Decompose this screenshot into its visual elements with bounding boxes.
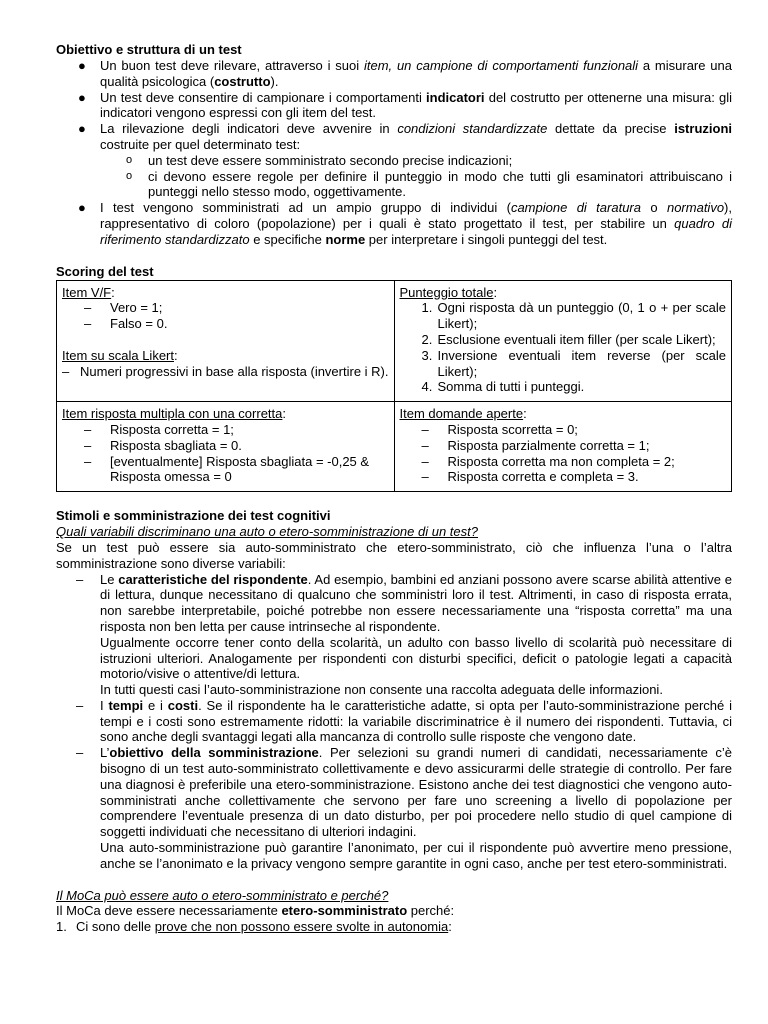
list-item: – [eventualmente] Risposta sbagliata = -0,25 & Risposta omessa = 0 [84,453,370,485]
document-page [56,42,732,935]
list-item: – Risposta corretta e completa = 3. [421,469,639,485]
cell-label: Item V/F [62,284,112,300]
dash-icon: – [76,697,84,713]
dash-icon: – [421,469,429,485]
question-heading-moca: Il MoCa può essere auto o etero-somministrato e perché? [56,887,389,903]
dash-icon: – [421,453,429,469]
cell-label: Item su scala Likert [62,347,174,363]
table-cell-totale: Punteggio totale: 1. Ogni risposta dà un punteggio (0, 1 o + per scale Likert); 2. Esclusione eventuali item filler (per scale Likert); 3. Inversione eventuali item reverse (per scale Likert); 4. Somma di tutti i punteggi. [394,280,732,402]
dash-icon: – [421,421,429,437]
dash-icon: – [84,316,92,332]
list-item: – Falso = 0. [84,316,168,332]
list-item: – Risposta corretta ma non completa = 2; [421,453,675,469]
list-item: – Risposta corretta = 1; [84,421,234,437]
moca-line: Il MoCa deve essere necessariamente etero-somministrato perché: [56,903,455,919]
dash-icon: – [421,437,429,453]
list-item: ● Un test deve consentire di campionare i comportamenti indicatori del costrutto per ottenerne una misura: gli indicatori vengono espressi con gli item del test. [78,89,732,121]
scoring-table [56,280,732,493]
bullet-list-obiettivo [56,58,732,248]
cell-label: Punteggio totale [399,284,494,300]
list-item: – Risposta parzialmente corretta = 1; [421,437,650,453]
dash-icon: – [84,421,92,437]
list-item: – Vero = 1; [84,300,163,316]
list-item: 3. Inversione eventuali item reverse (per scale Likert); [421,347,726,379]
circle-bullet-icon: o [126,153,133,166]
sub-list-item: o un test deve essere somministrato secondo precise indicazioni; [126,152,513,168]
table-cell-multipla: Item risposta multipla con una corretta: – Risposta corretta = 1; – Risposta sbagliata = 0. – [eventualmente] Risposta sbagliata = -0,25 & Risposta omessa = 0 [57,402,395,492]
bullet-icon: ● [78,121,86,137]
dash-icon: – [84,437,92,453]
cell-label: Item domande aperte [399,406,524,422]
circle-bullet-icon: o [126,169,133,182]
dash-icon: – [76,745,84,761]
list-item: ● Un buon test deve rilevare, attraverso i suoi item, un campione di comportamenti funzionali a misurare una qualità psicologica (costrutto). [78,58,732,89]
list-item: 4. Somma di tutti i punteggi. [421,379,585,395]
table-row [57,280,732,402]
question-heading: Quali variabili discriminano una auto o etero-somministrazione di un test? [56,524,478,540]
sub-list-item: o ci devono essere regole per definire il punteggio in modo che tutti gli esaminatori attribuiscano i punteggi nello stesso modo, oggettivamente. [126,168,732,200]
dash-icon: – [62,363,70,379]
list-item: ● I test vengono somministrati ad un ampio gruppo di individui (campione di taratura o normativo), rappresentativo di coloro (popolazione) per i quali è stato progettato il test, per stabilire un quadro di riferimento standardizzato e specifiche norme per interpretare i singoli punteggi del test. [78,200,732,247]
bullet-icon: ● [78,200,86,216]
bullet-icon: ● [78,58,86,73]
list-item: – Le caratteristiche del rispondente. Ad esempio, bambini ed anziani possono avere scarse abilità attentive e di lettura, dunque necessitano di qualcuno che somministri loro il test. Altrimenti, in caso di risposta errata, non sarebbe interpretabile, poiché potrebbe non essere necessariamente una “risposta corretta” ma una risposta non ben letta per cause intrinseche al rispondente. Ugualmente occorre tener conto della scolarità, un adulto con basso livello di scolarità può necessitare di istruzioni ulteriori. Analogamente per rispondenti con disturbi specifici, deficit o patologie legati a capacità motorio/visive o attentive/di lettura. In tutti questi casi l’auto-somministrazione non consente una raccolta adeguata delle informazioni. [76,571,733,698]
table-cell-vf-likert: Item V/F: – Vero = 1; – Falso = 0. Item su scala Likert: – Numeri progressivi in base alla risposta (invertire i R). [57,280,395,402]
list-item: 2. Esclusione eventuali item filler (per scale Likert); [421,331,716,347]
list-item: – Risposta scorretta = 0; [421,421,578,437]
intro-paragraph: Se un test può essere sia auto-somministrato che etero-somministrato, ciò che influenza l’una o l’altra somministrazione sono diverse variabili: [56,539,732,571]
table-cell-aperte: Item domande aperte: – Risposta scorretta = 0; – Risposta parzialmente corretta = 1; – Risposta corretta ma non completa = 2; – Risposta corretta e completa = 3. [394,402,732,492]
list-item: – Numeri progressivi in base alla risposta (invertire i R). [62,363,389,379]
cell-label: Item risposta multipla con una corretta [62,406,283,422]
list-item: ● La rilevazione degli indicatori deve avvenire in condizioni standardizzate dettate da precise istruzioni costruite per quel determinato test: [78,121,732,152]
bullet-icon: ● [78,89,86,105]
section-title-obiettivo: Obiettivo e struttura di un test [56,42,242,57]
dash-icon: – [76,571,84,587]
section-title-stimoli: Stimoli e somministrazione dei test cognitivi [56,508,331,524]
list-item: 1. Ci sono delle prove che non possono essere svolte in autonomia: [56,919,452,935]
list-item: – I tempi e i costi. Se il rispondente ha le caratteristiche adatte, si opta per l’auto-somministrazione perché i tempi e i costi sono estremamente ridotti: la variabile discriminatrice è il numero dei rispondenti. Tuttavia, ci sono anche degli svantaggi legati alla mancanza di controllo sulle risposte che vengono date. [76,697,732,745]
dash-list-variabili [56,572,732,872]
dash-icon: – [84,300,92,316]
list-item: – L’obiettivo della somministrazione. Per selezioni su grandi numeri di candidati, necessariamente c’è bisogno di un test auto-somministrato collettivamente e devo assicurarmi delle strategie di controllo. Per fare una diagnosi è preferibile una etero-somministrazione. Esistono anche dei test diagnostici che vengono auto-somministrati anche collettivamente che servono per fare uno screening a livello di popolazione per comprendere l’eventuale presenza di un dato disturbo, per poi procedere nello studio di quel campione di soggetti individuati che necessitano di ulteriori indagini. Una auto-somministrazione può garantire l’anonimato, per cui il rispondente può avvertire meno pressione, anche se l’anonimato e la privacy vengono sempre garantite in ogni caso, anche per test etero-somministrati. [76,745,733,871]
dash-icon: – [84,453,92,469]
list-item: – Risposta sbagliata = 0. [84,437,242,453]
table-row [57,402,732,492]
section-title-scoring: Scoring del test [56,263,154,279]
list-item: 1. Ogni risposta dà un punteggio (0, 1 o + per scale Likert); [421,300,726,332]
